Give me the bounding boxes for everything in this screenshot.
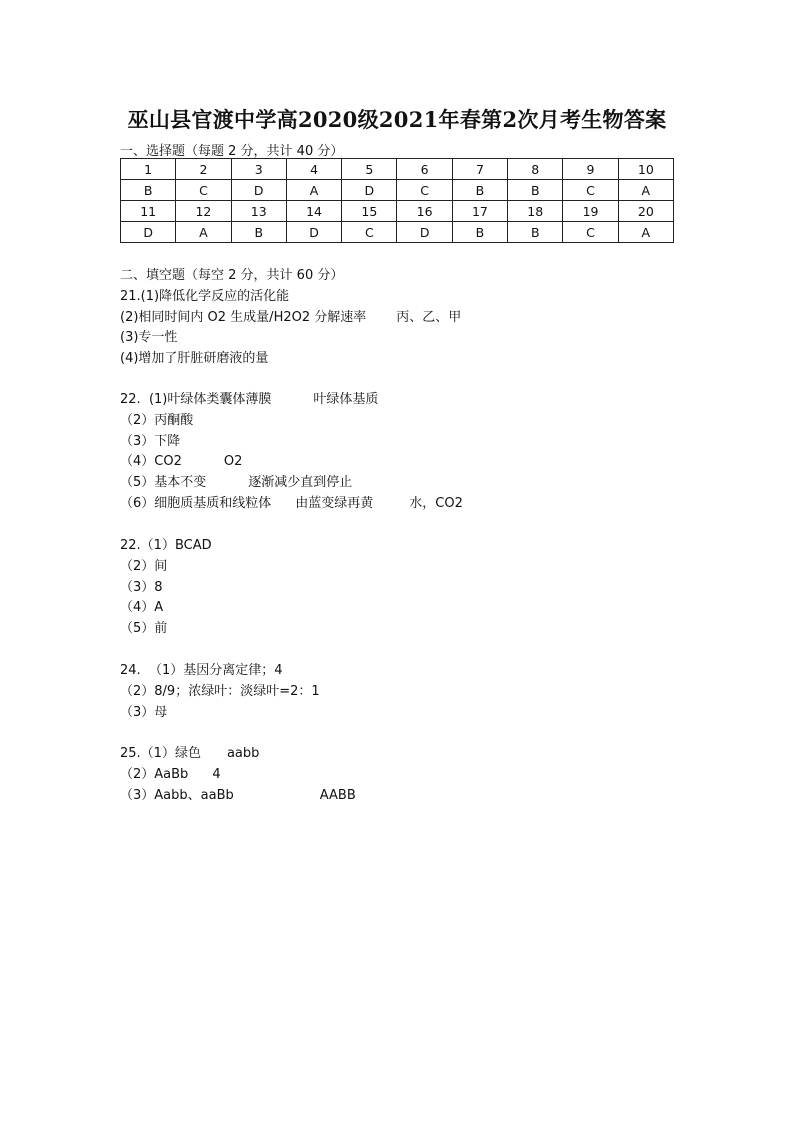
answer-text: 21.(1)降低化学反应的活化能	[120, 288, 290, 304]
answer-text: （3）下降	[120, 433, 181, 449]
answer-cell: A	[618, 180, 673, 201]
answer-line	[120, 661, 320, 682]
answer-cell: D	[286, 222, 341, 243]
question-number-cell: 17	[452, 201, 507, 222]
answer-line	[120, 494, 463, 515]
answer-line	[120, 744, 356, 765]
answer-line	[120, 308, 461, 329]
question-number-cell: 12	[176, 201, 231, 222]
answer-text: 4	[212, 766, 221, 782]
question-number-row	[121, 159, 674, 180]
answer-cell: A	[286, 180, 341, 201]
answer-line	[120, 432, 463, 453]
answer-line	[120, 557, 212, 578]
question-number-cell: 9	[563, 159, 618, 180]
answer-text: 25.（1）绿色	[120, 746, 201, 761]
answer-text: （2）8/9；浓绿叶：淡绿叶=2：1	[120, 683, 320, 699]
answer-text: 水，CO2	[409, 495, 463, 511]
section-1-heading: 一、选择题（每题 2 分，共计 40 分）	[120, 144, 344, 159]
answer-text: （3）母	[120, 704, 168, 720]
answer-cell: D	[121, 222, 176, 243]
answer-text: （2）间	[120, 558, 168, 574]
document-title: 巫山县官渡中学高2020级2021年春第2次月考生物答案	[127, 107, 667, 132]
question-number-cell: 8	[508, 159, 563, 180]
answer-cell: C	[176, 180, 231, 201]
question-number-cell: 3	[231, 159, 286, 180]
answer-row	[121, 222, 674, 243]
answer-line	[120, 703, 320, 724]
question-24	[120, 661, 320, 723]
answer-line	[120, 328, 461, 349]
answer-text: （5）基本不变	[120, 475, 207, 491]
question-number-cell: 16	[397, 201, 452, 222]
answer-cell: A	[618, 222, 673, 243]
answer-text: （2）丙酮酸	[120, 412, 194, 428]
answer-cell: D	[342, 180, 397, 201]
question-number-cell: 15	[342, 201, 397, 222]
answer-text: 22.（1）BCAD	[120, 538, 212, 553]
answer-text: (2)相同时间内 O2 生成量/H2O2 分解速率	[120, 309, 367, 325]
answer-cell: C	[563, 180, 618, 201]
answer-text: aabb	[226, 746, 260, 761]
answer-cell: D	[397, 222, 452, 243]
answer-line	[120, 411, 463, 432]
answer-text: （3）8	[120, 579, 163, 595]
question-22-mitosis	[120, 536, 212, 640]
answer-text: （4）A	[120, 600, 164, 616]
answer-cell: C	[342, 222, 397, 243]
answer-line	[120, 682, 320, 703]
answer-text: 叶绿体基质	[313, 392, 379, 407]
question-number-cell: 13	[231, 201, 286, 222]
answer-line	[120, 786, 356, 807]
answer-cell: C	[563, 222, 618, 243]
answer-cell: D	[231, 180, 286, 201]
question-number-cell: 10	[618, 159, 673, 180]
answer-line	[120, 536, 212, 557]
answer-text: 逐渐减少直到停止	[248, 475, 353, 491]
question-number-cell: 6	[397, 159, 452, 180]
question-number-cell: 5	[342, 159, 397, 180]
answer-line	[120, 598, 212, 619]
answer-line	[120, 452, 463, 473]
question-22-photosynthesis	[120, 390, 463, 515]
question-number-cell: 1	[121, 159, 176, 180]
answer-line	[120, 619, 212, 640]
answer-text: （2）AaBb	[120, 766, 189, 782]
answer-text: （3）Aabb、aaBb	[120, 787, 234, 803]
answer-text: (4)增加了肝脏研磨液的量	[120, 351, 269, 367]
answer-text: （6）细胞质基质和线粒体	[120, 495, 272, 511]
question-number-cell: 14	[286, 201, 341, 222]
answer-cell: B	[452, 222, 507, 243]
answer-text: （4）CO2	[120, 454, 182, 470]
answer-row	[121, 180, 674, 201]
answer-text: （5）前	[120, 621, 168, 637]
answer-text: 22. (1)叶绿体类囊体薄膜	[120, 392, 272, 407]
question-21	[120, 287, 461, 370]
answer-text: O2	[223, 454, 243, 470]
question-number-cell: 11	[121, 201, 176, 222]
question-number-row	[121, 201, 674, 222]
answer-cell: B	[508, 180, 563, 201]
answer-cell: B	[452, 180, 507, 201]
answer-text: (3)专一性	[120, 330, 178, 346]
answer-line	[120, 473, 463, 494]
answer-line	[120, 765, 356, 786]
answer-table	[120, 158, 674, 243]
answer-cell: B	[508, 222, 563, 243]
answer-line	[120, 390, 463, 411]
answer-cell: B	[231, 222, 286, 243]
section-2-heading: 二、填空题（每空 2 分，共计 60 分）	[120, 268, 344, 283]
answer-text: AABB	[319, 787, 356, 803]
question-number-cell: 2	[176, 159, 231, 180]
question-number-cell: 19	[563, 201, 618, 222]
answer-line	[120, 349, 461, 370]
answer-text: 24. （1）基因分离定律；4	[120, 663, 283, 678]
question-number-cell: 7	[452, 159, 507, 180]
answer-line	[120, 287, 461, 308]
question-number-cell: 18	[508, 201, 563, 222]
answer-cell: A	[176, 222, 231, 243]
question-number-cell: 20	[618, 201, 673, 222]
question-number-cell: 4	[286, 159, 341, 180]
answer-cell: C	[397, 180, 452, 201]
answer-line	[120, 578, 212, 599]
answer-text: 由蓝变绿再黄	[295, 495, 374, 511]
answer-cell: B	[121, 180, 176, 201]
question-25	[120, 744, 356, 806]
section-2	[120, 266, 461, 370]
answer-text: 丙、乙、甲	[396, 309, 462, 325]
